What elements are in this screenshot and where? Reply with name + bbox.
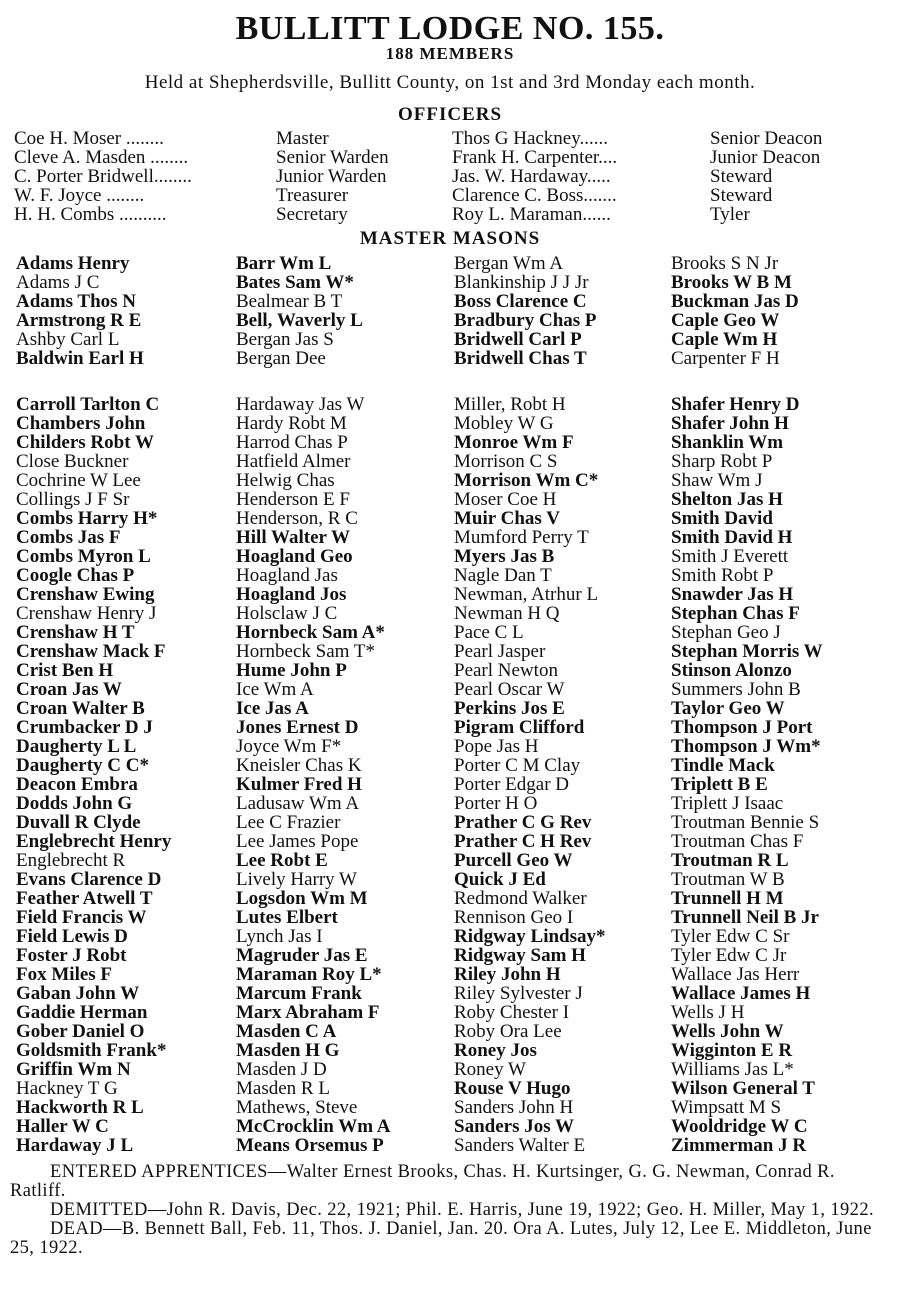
member-name: Smith David (671, 508, 773, 529)
member-name: Pigram Clifford (454, 717, 585, 738)
member-name: Shafer John H (671, 413, 789, 434)
member-name: Helwig Chas (236, 470, 335, 491)
member-name: Close Buckner (16, 451, 129, 472)
member-name: Ice Jas A (236, 698, 309, 719)
officer-name: Cleve A. Masden ........ (14, 147, 189, 168)
officer-name: Jas. W. Hardaway..... (452, 166, 611, 187)
member-name: Pace C L (454, 622, 524, 643)
member-name: Sanders John H (454, 1097, 574, 1118)
member-name: Shanklin Wm (671, 432, 784, 453)
member-name: Wells J H (671, 1002, 745, 1023)
member-name: Haller W C (16, 1116, 109, 1137)
member-name: Crenshaw H T (16, 622, 135, 643)
notes-section (10, 1163, 890, 1258)
member-name: Smith J Everett (671, 546, 789, 567)
officer-row (452, 205, 892, 224)
member-name: Wilson General T (671, 1078, 815, 1099)
dead-note: DEAD—B. Bennett Ball, Feb. 11, Thos. J. Daniel, Jan. 20. Ora A. Lutes, July 12, Lee E. Middleton, June 25, 1922. (10, 1219, 872, 1258)
member-name: Bell, Waverly L (236, 310, 363, 331)
member-name: Combs Harry H* (16, 508, 158, 529)
member-name: Kulmer Fred H (236, 774, 362, 795)
member-name: Triplett J Isaac (671, 793, 784, 814)
member-name: Gober Daniel O (16, 1021, 145, 1042)
officer-title: Secretary (276, 204, 348, 225)
member-name: Shaw Wm J (671, 470, 763, 491)
member-name: Carroll Tarlton C (16, 394, 160, 415)
member-name: Wallace James H (671, 983, 811, 1004)
member-name: Newman, Atrhur L (454, 584, 599, 605)
member-name: Miller, Robt H (454, 394, 566, 415)
member-name: Smith Robt P (671, 565, 774, 586)
member-name: Masden H G (236, 1040, 340, 1061)
member-name: Means Orsemus P (236, 1135, 384, 1156)
officer-row (452, 167, 892, 186)
member-name: Chambers John (16, 413, 146, 434)
members-column (236, 254, 363, 368)
member-name: Hardy Robt M (236, 413, 347, 434)
members-column (671, 395, 823, 1155)
member-name: Riley John H (454, 964, 561, 985)
member-name: Dodds John G (16, 793, 133, 814)
member-name: Ridgway Sam H (454, 945, 586, 966)
member-name: Bergan Wm A (454, 253, 564, 274)
officer-row (14, 186, 454, 205)
member-name: Caple Wm H (671, 329, 778, 350)
member-name: Summers John B (671, 679, 801, 700)
member-name: Croan Walter B (16, 698, 145, 719)
member-name: Sharp Robt P (671, 451, 773, 472)
member-name: Pearl Newton (454, 660, 558, 681)
member-name: Porter H O (454, 793, 538, 814)
member-name: McCrocklin Wm A (236, 1116, 391, 1137)
member-name: Lutes Elbert (236, 907, 338, 928)
member-name: Carpenter F H (671, 348, 780, 369)
member-name: Magruder Jas E (236, 945, 368, 966)
member-name: Lee James Pope (236, 831, 359, 852)
member-name: Mobley W G (454, 413, 554, 434)
member-name: Boss Clarence C (454, 291, 587, 312)
member-name: Hornbeck Sam T* (236, 641, 375, 662)
officer-title: Treasurer (276, 185, 349, 206)
member-name: Pearl Jasper (454, 641, 546, 662)
officer-title: Steward (710, 166, 773, 187)
member-name: Bridwell Chas T (454, 348, 587, 369)
member-name: Childers Robt W (16, 432, 154, 453)
member-name: Trunnell H M (671, 888, 784, 909)
member-name: Wells John W (671, 1021, 784, 1042)
member-name: Sanders Jos W (454, 1116, 575, 1137)
member-name: Ridgway Lindsay* (454, 926, 606, 947)
member-name: Smith David H (671, 527, 793, 548)
member-name: Ice Wm A (236, 679, 314, 700)
officer-name: Frank H. Carpenter.... (452, 147, 618, 168)
officer-name: C. Porter Bridwell........ (14, 166, 192, 187)
member-name: Nagle Dan T (454, 565, 552, 586)
member-name: Triplett B E (671, 774, 768, 795)
member-name: Foster J Robt (16, 945, 127, 966)
member-name: Marx Abraham F (236, 1002, 380, 1023)
member-name: Lively Harry W (236, 869, 357, 890)
officer-title: Tyler (710, 204, 750, 225)
member-name: Shelton Jas H (671, 489, 783, 510)
member-name: Riley Sylvester J (454, 983, 583, 1004)
member-name: Trunnell Neil B Jr (671, 907, 819, 928)
member-name: Armstrong R E (16, 310, 142, 331)
member-name: Crist Ben H (16, 660, 114, 681)
member-name: Kneisler Chas K (236, 755, 362, 776)
member-name: Snawder Jas H (671, 584, 794, 605)
member-name: Muir Chas V (454, 508, 560, 529)
member-name: Tindle Mack (671, 755, 775, 776)
member-name: Duvall R Clyde (16, 812, 141, 833)
member-name: Hoagland Geo (236, 546, 353, 567)
member-name: Bergan Jas S (236, 329, 334, 350)
officer-name: W. F. Joyce ........ (14, 185, 145, 206)
member-name: Lynch Jas I (236, 926, 323, 947)
member-name: Roby Ora Lee (454, 1021, 562, 1042)
member-name: Evans Clarence D (16, 869, 162, 890)
officer-row (14, 205, 454, 224)
officer-row (14, 167, 454, 186)
member-name: Thompson J Port (671, 717, 813, 738)
master-masons-heading: MASTER MASONS (359, 228, 541, 249)
member-name: Bates Sam W* (236, 272, 354, 293)
member-name: Crenshaw Henry J (16, 603, 157, 624)
member-name: Daugherty L L (16, 736, 137, 757)
member-name: Hardaway J L (16, 1135, 134, 1156)
member-name: Crenshaw Ewing (16, 584, 155, 605)
entered-apprentices-note: ENTERED APPRENTICES—Walter Ernest Brooks, Chas. H. Kurtsinger, G. G. Newman, Conrad R. Ratliff. (10, 1162, 835, 1201)
member-name: Tyler Edw C Jr (671, 945, 787, 966)
member-name: Morrison Wm C* (454, 470, 599, 491)
member-name: Taylor Geo W (671, 698, 785, 719)
member-name: Brooks S N Jr (671, 253, 779, 274)
member-name: Deacon Embra (16, 774, 138, 795)
member-name: Tyler Edw C Sr (671, 926, 790, 947)
member-name: Masden R L (236, 1078, 330, 1099)
member-name: Stephan Chas F (671, 603, 800, 624)
officer-title: Junior Warden (276, 166, 387, 187)
member-name: Hornbeck Sam A* (236, 622, 385, 643)
member-name: Goldsmith Frank* (16, 1040, 167, 1061)
member-name: Redmond Walker (454, 888, 587, 909)
member-name: Prather C H Rev (454, 831, 592, 852)
members-column (454, 395, 606, 1155)
member-name: Adams J C (16, 272, 100, 293)
member-name: Moser Coe H (454, 489, 557, 510)
officer-title: Junior Deacon (710, 147, 821, 168)
member-name: Hume John P (236, 660, 347, 681)
member-name: Hackworth R L (16, 1097, 144, 1118)
member-name: Zimmerman J R (671, 1135, 807, 1156)
member-name: Masden C A (236, 1021, 337, 1042)
officer-name: H. H. Combs .......... (14, 204, 167, 225)
member-name: Caple Geo W (671, 310, 780, 331)
officer-name: Coe H. Moser ........ (14, 128, 164, 149)
member-name: Mathews, Steve (236, 1097, 358, 1118)
member-name: Ashby Carl L (16, 329, 120, 350)
members-column (671, 254, 799, 368)
member-name: Troutman Chas F (671, 831, 804, 852)
member-name: Monroe Wm F (454, 432, 574, 453)
member-name: Adams Henry (16, 253, 130, 274)
officer-row (452, 148, 892, 167)
member-name: Wooldridge W C (671, 1116, 808, 1137)
member-name: Purcell Geo W (454, 850, 573, 871)
member-name: Bealmear B T (236, 291, 343, 312)
member-name: Troutman R L (671, 850, 789, 871)
member-name: Brooks W B M (671, 272, 792, 293)
officer-row (452, 186, 892, 205)
officer-name: Clarence C. Boss....... (452, 185, 617, 206)
member-name: Newman H Q (454, 603, 560, 624)
members-column (16, 254, 144, 368)
member-name: Mumford Perry T (454, 527, 589, 548)
member-name: Lee Robt E (236, 850, 328, 871)
member-name: Holsclaw J C (236, 603, 338, 624)
officer-title: Master (276, 128, 329, 149)
member-name: Logsdon Wm M (236, 888, 368, 909)
member-name: Bradbury Chas P (454, 310, 597, 331)
member-name: Bergan Dee (236, 348, 326, 369)
officer-title: Senior Deacon (710, 128, 823, 149)
member-name: Sanders Walter E (454, 1135, 586, 1156)
officers-table (0, 129, 900, 229)
member-name: Quick J Ed (454, 869, 546, 890)
member-name: Daugherty C C* (16, 755, 149, 776)
member-name: Field Lewis D (16, 926, 128, 947)
member-name: Coogle Chas P (16, 565, 135, 586)
member-name: Perkins Jos E (454, 698, 565, 719)
officer-name: Roy L. Maraman...... (452, 204, 611, 225)
member-name: Combs Myron L (16, 546, 151, 567)
member-name: Hoagland Jos (236, 584, 347, 605)
member-name: Englebrecht R (16, 850, 126, 871)
member-name: Shafer Henry D (671, 394, 800, 415)
member-name: Henderson E F (236, 489, 350, 510)
member-name: Joyce Wm F* (236, 736, 342, 757)
member-name: Englebrecht Henry (16, 831, 172, 852)
member-name: Jones Ernest D (236, 717, 359, 738)
demitted-note: DEMITTED—John R. Davis, Dec. 22, 1921; Phil. E. Harris, June 19, 1922; Geo. H. Miller, May 1, 1922. (50, 1200, 874, 1220)
member-name: Cochrine W Lee (16, 470, 141, 491)
member-name: Combs Jas F (16, 527, 121, 548)
member-name: Roney Jos (454, 1040, 537, 1061)
members-column (16, 395, 171, 1155)
member-name: Griffin Wm N (16, 1059, 131, 1080)
member-name: Stephan Morris W (671, 641, 823, 662)
member-name: Masden J D (236, 1059, 327, 1080)
member-name: Buckman Jas D (671, 291, 799, 312)
member-name: Hill Walter W (236, 527, 351, 548)
member-name: Wimpsatt M S (671, 1097, 782, 1118)
officer-title: Senior Warden (276, 147, 389, 168)
member-name: Lee C Frazier (236, 812, 341, 833)
member-name: Crenshaw Mack F (16, 641, 166, 662)
member-name: Barr Wm L (236, 253, 332, 274)
member-name: Stephan Geo J (671, 622, 781, 643)
member-name: Hatfield Almer (236, 451, 351, 472)
member-name: Henderson, R C (236, 508, 358, 529)
member-name: Wallace Jas Herr (671, 964, 800, 985)
members-column (454, 254, 597, 368)
officer-name: Thos G Hackney...... (452, 128, 609, 149)
member-name: Porter Edgar D (454, 774, 570, 795)
member-name: Bridwell Carl P (454, 329, 582, 350)
member-name: Rennison Geo I (454, 907, 574, 928)
member-name: Harrod Chas P (236, 432, 348, 453)
member-name: Field Francis W (16, 907, 147, 928)
officer-row (14, 148, 454, 167)
member-name: Baldwin Earl H (16, 348, 144, 369)
page-title: BULLITT LODGE NO. 155. (235, 10, 665, 47)
officer-row (14, 129, 454, 148)
member-name: Blankinship J J Jr (454, 272, 589, 293)
member-name: Maraman Roy L* (236, 964, 382, 985)
member-name: Marcum Frank (236, 983, 362, 1004)
member-name: Adams Thos N (16, 291, 137, 312)
officer-row (452, 129, 892, 148)
member-name: Gaban John W (16, 983, 140, 1004)
member-name: Porter C M Clay (454, 755, 581, 776)
member-name: Wigginton E R (671, 1040, 793, 1061)
member-name: Williams Jas L* (671, 1059, 794, 1080)
member-name: Hackney T G (16, 1078, 118, 1099)
member-name: Morrison C S (454, 451, 558, 472)
member-name: Feather Atwell T (16, 888, 153, 909)
member-name: Gaddie Herman (16, 1002, 148, 1023)
officer-title: Steward (710, 185, 773, 206)
member-name: Prather C G Rev (454, 812, 592, 833)
member-name: Rouse V Hugo (454, 1078, 571, 1099)
member-name: Croan Jas W (16, 679, 122, 700)
member-name: Pope Jas H (454, 736, 539, 757)
meeting-info: Held at Shepherdsville, Bullitt County, on 1st and 3rd Monday each month. (144, 72, 756, 93)
officers-heading: OFFICERS (397, 104, 503, 125)
member-name: Myers Jas B (454, 546, 555, 567)
members-count: 188 MEMBERS (385, 44, 515, 63)
member-name: Troutman Bennie S (671, 812, 820, 833)
member-name: Stinson Alonzo (671, 660, 792, 681)
member-name: Ladusaw Wm A (236, 793, 360, 814)
member-name: Roney W (454, 1059, 526, 1080)
member-name: Collings J F Sr (16, 489, 130, 510)
member-name: Hardaway Jas W (236, 394, 365, 415)
member-name: Thompson J Wm* (671, 736, 821, 757)
member-name: Roby Chester I (454, 1002, 570, 1023)
members-column (236, 395, 390, 1155)
member-name: Crumbacker D J (16, 717, 153, 738)
member-name: Pearl Oscar W (454, 679, 565, 700)
member-name: Troutman W B (671, 869, 785, 890)
member-name: Fox Miles F (16, 964, 113, 985)
member-name: Hoagland Jas (236, 565, 338, 586)
